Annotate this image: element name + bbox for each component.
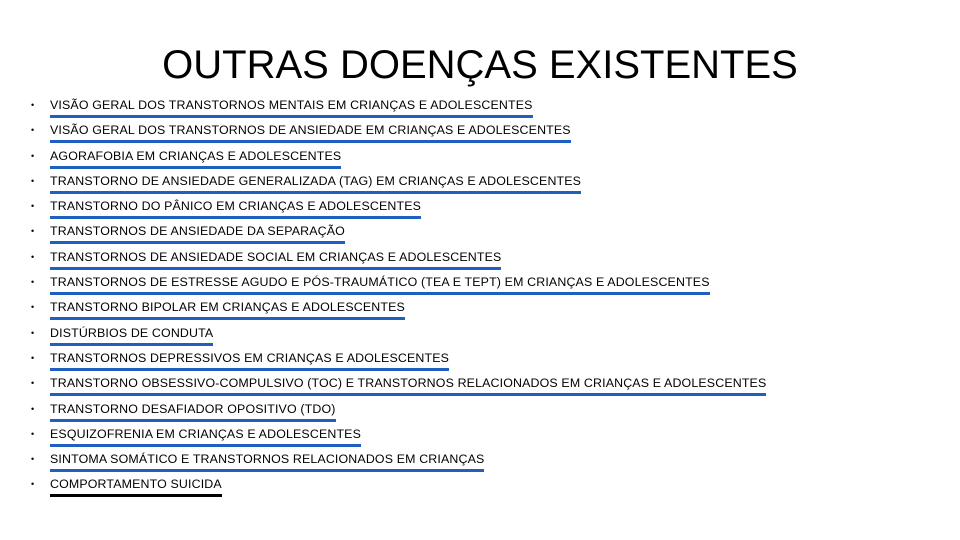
list-item <box>31 197 766 222</box>
bullet-icon: • <box>31 428 35 439</box>
topic-link[interactable]: TRANSTORNO DO PÂNICO EM CRIANÇAS E ADOLESCENTES <box>50 197 421 219</box>
bullet-icon: • <box>31 454 35 465</box>
list-item <box>31 425 766 450</box>
bullet-icon: • <box>31 378 35 389</box>
list-item <box>31 96 766 121</box>
topic-link[interactable]: TRANSTORNO DE ANSIEDADE GENERALIZADA (TAG) EM CRIANÇAS E ADOLESCENTES <box>50 172 581 194</box>
list-item <box>31 298 766 323</box>
list-item <box>31 349 766 374</box>
list-item <box>31 222 766 247</box>
topic-list <box>31 96 766 501</box>
topic-link[interactable]: SINTOMA SOMÁTICO E TRANSTORNOS RELACIONADOS EM CRIANÇAS <box>50 450 484 472</box>
bullet-icon: • <box>31 100 35 110</box>
list-item <box>31 273 766 298</box>
list-item <box>31 374 766 399</box>
list-item <box>31 121 766 146</box>
topic-link[interactable]: TRANSTORNOS DEPRESSIVOS EM CRIANÇAS E ADOLESCENTES <box>50 349 449 371</box>
topic-link[interactable]: TRANSTORNOS DE ESTRESSE AGUDO E PÓS-TRAUMÁTICO (TEA E TEPT) EM CRIANÇAS E ADOLESCENTES <box>50 273 710 295</box>
bullet-icon: • <box>31 277 35 288</box>
topic-link[interactable]: VISÃO GERAL DOS TRANSTORNOS MENTAIS EM CRIANÇAS E ADOLESCENTES <box>50 96 533 118</box>
list-item <box>31 248 766 273</box>
topic-link[interactable]: TRANSTORNOS DE ANSIEDADE DA SEPARAÇÃO <box>50 222 345 244</box>
topic-link[interactable]: AGORAFOBIA EM CRIANÇAS E ADOLESCENTES <box>50 147 341 169</box>
list-item <box>31 450 766 475</box>
bullet-icon: • <box>31 302 35 313</box>
topic-link[interactable]: COMPORTAMENTO SUICIDA <box>50 475 222 497</box>
topic-link[interactable]: TRANSTORNO BIPOLAR EM CRIANÇAS E ADOLESCENTES <box>50 298 405 320</box>
slide-title: OUTRAS DOENÇAS EXISTENTES <box>162 42 798 87</box>
bullet-icon: • <box>31 175 35 186</box>
topic-link[interactable]: TRANSTORNOS DE ANSIEDADE SOCIAL EM CRIANÇAS E ADOLESCENTES <box>50 248 501 270</box>
topic-link[interactable]: ESQUIZOFRENIA EM CRIANÇAS E ADOLESCENTES <box>50 425 361 447</box>
topic-link[interactable]: TRANSTORNO OBSESSIVO-COMPULSIVO (TOC) E TRANSTORNOS RELACIONADOS EM CRIANÇAS E ADOLESCENTES <box>50 374 766 396</box>
bullet-icon: • <box>31 201 35 212</box>
bullet-icon: • <box>31 226 35 237</box>
bullet-icon: • <box>31 251 35 262</box>
topic-link[interactable]: VISÃO GERAL DOS TRANSTORNOS DE ANSIEDADE EM CRIANÇAS E ADOLESCENTES <box>50 121 571 143</box>
bullet-icon: • <box>31 150 35 161</box>
topic-link[interactable]: DISTÚRBIOS DE CONDUTA <box>50 324 213 346</box>
bullet-icon: • <box>31 327 35 338</box>
bullet-icon: • <box>31 403 35 414</box>
bullet-icon: • <box>31 125 35 136</box>
list-item <box>31 475 766 500</box>
bullet-icon: • <box>31 479 35 490</box>
list-item <box>31 400 766 425</box>
list-item <box>31 324 766 349</box>
topic-link[interactable]: TRANSTORNO DESAFIADOR OPOSITIVO (TDO) <box>50 400 336 422</box>
bullet-icon: • <box>31 352 35 363</box>
list-item <box>31 147 766 172</box>
list-item <box>31 172 766 197</box>
